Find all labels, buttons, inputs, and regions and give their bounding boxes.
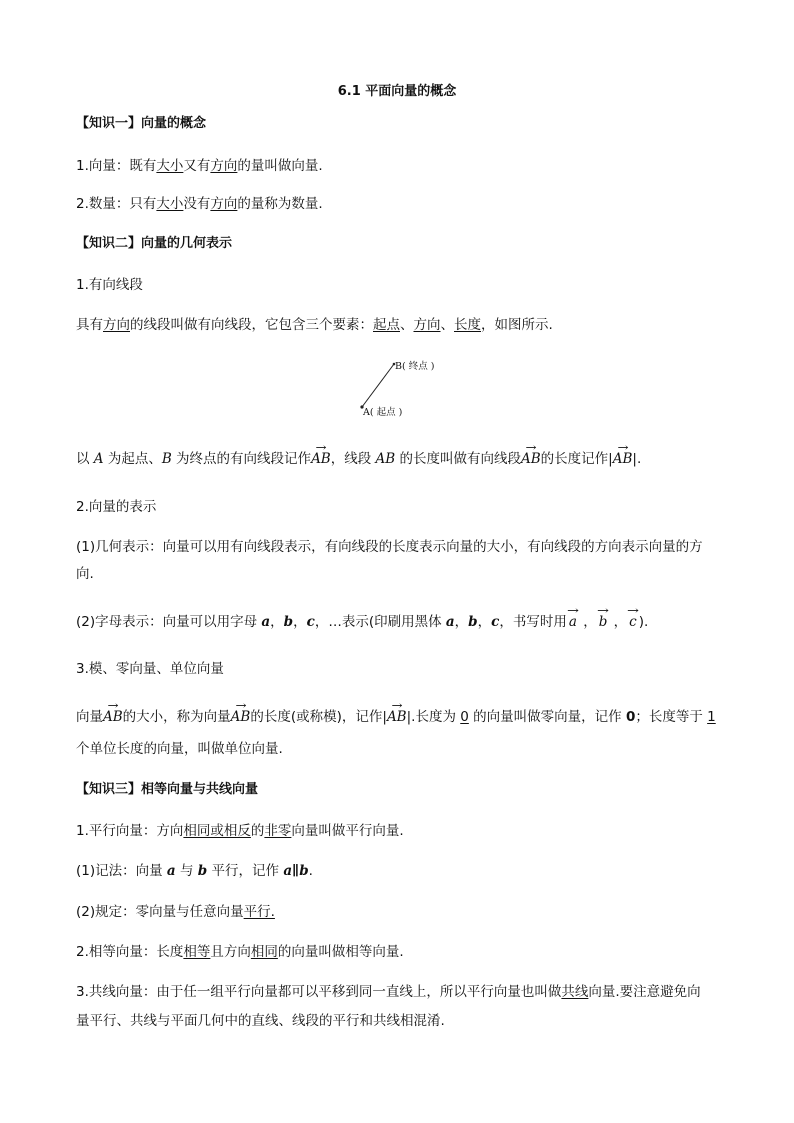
geometric-representation-line1: (1)几何表示：向量可以用有向线段表示，有向线段的长度表示向量的大小，有向线段的方向表示向量的方 [76,539,703,555]
section-heading-3: 【知识三】相等向量与共线向量 [76,782,259,797]
directed-segment-diagram [350,350,470,420]
subsection-modulus: 3.模、零向量、单位向量 [76,661,224,677]
point-b-label: B( 终点 ) [395,361,435,372]
collinear-vectors-line1: 3.共线向量：由于任一组平行向量都可以平移到同一直线上，所以平行向量也叫做共线向量.要注意避免向 [76,984,701,1000]
vector-ab: → AB [311,450,331,468]
letter-representation: (2)字母表示：向量可以用字母 a，b，c，…表示(印刷用黑体 a，b，c，书写时用→ a ，→ b ，→ c ). [76,613,726,631]
modulus-definition-line1: 向量→ AB的大小，称为向量→ AB的长度(或称模)，记作|→ AB|.长度为 0 的向量叫做零向量，记作 0；长度等于 1 [76,708,726,726]
section-heading-1: 【知识一】向量的概念 [76,116,207,131]
modulus-definition-line2: 个单位长度的向量，叫做单位向量. [76,741,283,757]
vector-ab: → AB [103,708,123,726]
vector-b-handwritten: → b [597,613,610,631]
equal-vectors-definition: 2.相等向量：长度相等且方向相同的向量叫做相等向量. [76,944,404,960]
vector-a-handwritten: → a [567,613,579,631]
parallel-vectors-definition: 1.平行向量：方向相同或相反的非零向量叫做平行向量. [76,823,404,839]
zero-vector-rule: (2)规定：零向量与任意向量平行. [76,904,275,920]
vector-ab: → AB [231,708,251,726]
collinear-vectors-line2: 量平行、共线与平面几何中的直线、线段的平行和共线相混淆. [76,1013,445,1029]
subsection-directed-segment: 1.有向线段 [76,277,143,293]
subsection-vector-representation: 2.向量的表示 [76,499,157,515]
vector-c-handwritten: → c [627,613,639,631]
point-a-label: A( 起点 ) [363,407,403,418]
geometric-representation-line2: 向. [76,566,94,582]
segment-line [362,364,394,407]
segment-notation: 以 A 为起点、B 为终点的有向线段记作→ AB，线段 AB 的长度叫做有向线段→ AB的长度记作|→ AB|. [76,450,726,468]
vector-ab: → AB [521,450,541,468]
directed-segment-description: 具有方向的线段叫做有向线段，它包含三个要素：起点、方向、长度，如图所示. [76,317,553,333]
page-title: 6.1 平面向量的概念 [337,84,457,99]
section-heading-2: 【知识二】向量的几何表示 [76,236,233,251]
vector-ab: → AB [613,450,633,468]
scalar-definition: 2.数量：只有大小没有方向的量称为数量. [76,196,323,212]
vector-ab: → AB [387,708,407,726]
vector-definition: 1.向量：既有大小又有方向的量叫做向量. [76,158,323,174]
parallel-notation: (1)记法：向量 a 与 b 平行，记作 a∥b. [76,863,313,879]
